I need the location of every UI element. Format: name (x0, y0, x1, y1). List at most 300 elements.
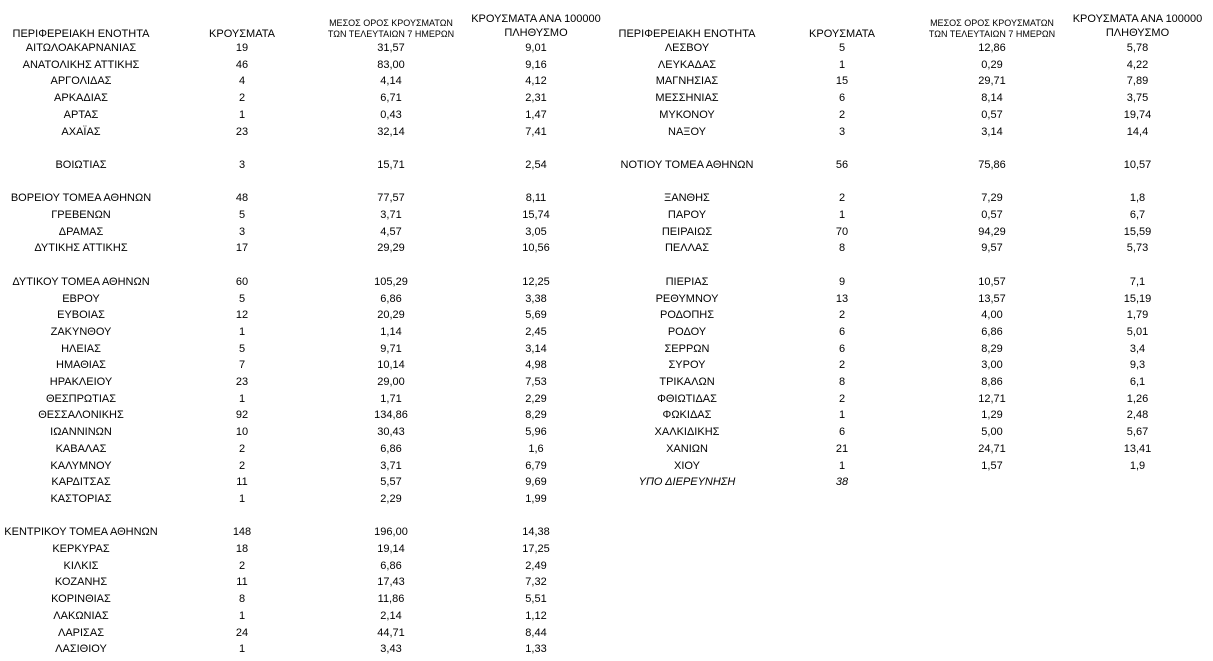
spacer-row (0, 257, 612, 274)
header-avg (322, 0, 460, 40)
cases-cell: 38 (835, 476, 849, 489)
region-cell: ΚΟΡΙΝΘΙΑΣ (51, 593, 111, 606)
avg-cell: 32,14 (377, 125, 405, 138)
per100k-cell: 6,1 (1129, 376, 1146, 389)
cases-cell: 1 (238, 325, 246, 338)
region-cell: ΚΑΡΔΙΤΣΑΣ (51, 476, 111, 489)
avg-cell: 10,57 (978, 275, 1006, 288)
avg-cell: 10,14 (377, 359, 405, 372)
header-per-line2: ΠΛΗΘΥΣΜΟ (1105, 27, 1170, 39)
cases-cell: 23 (235, 125, 249, 138)
spacer-row (612, 140, 1213, 157)
per100k-cell: 8,29 (525, 409, 547, 422)
per100k-cell: 5,69 (525, 309, 547, 322)
avg-cell: 77,57 (377, 192, 405, 205)
per100k-cell: 7,41 (525, 125, 547, 138)
avg-cell: 83,00 (377, 58, 405, 71)
per100k-cell: 4,12 (525, 75, 547, 88)
avg-cell: 3,71 (380, 459, 402, 472)
cases-cell: 3 (238, 158, 246, 171)
table-row (612, 57, 1213, 74)
table-row (0, 224, 612, 241)
region-cell: ΚΕΡΚΥΡΑΣ (52, 543, 110, 556)
table-row (612, 424, 1213, 441)
table-row (0, 240, 612, 257)
avg-cell: 5,00 (981, 426, 1003, 439)
table-row (0, 374, 612, 391)
table-row (0, 274, 612, 291)
region-cell: ΠΙΕΡΙΑΣ (665, 275, 709, 288)
region-cell: ΛΑΣΙΘΙΟΥ (55, 643, 107, 656)
spacer-cell (612, 140, 1213, 157)
per100k-cell: 6,7 (1129, 209, 1146, 221)
cases-cell: 3 (838, 125, 846, 138)
spacer-row (612, 257, 1213, 274)
per100k-cell: 6,79 (525, 459, 547, 472)
avg-cell: 3,14 (981, 125, 1003, 138)
region-cell: ΦΩΚΙΔΑΣ (662, 409, 712, 422)
table-row (0, 574, 612, 591)
per100k-cell: 8,11 (525, 192, 547, 205)
table-row (0, 491, 612, 508)
region-cell: ΡΕΘΥΜΝΟΥ (655, 292, 719, 305)
per100k-cell: 3,75 (1126, 92, 1149, 105)
region-cell: ΣΥΡΟΥ (668, 359, 706, 372)
cases-cell: 2 (238, 459, 246, 472)
per100k-cell: 5,78 (1126, 42, 1149, 54)
table-row (0, 57, 612, 74)
avg-cell: 1,29 (981, 409, 1003, 422)
region-cell: ΡΟΔΟΥ (667, 325, 707, 338)
region-cell: ΛΕΥΚΑΔΑΣ (657, 58, 717, 71)
cases-cell: 8 (838, 376, 846, 389)
cases-cell: 3 (238, 225, 246, 238)
cases-cell: 1 (838, 58, 846, 71)
per100k-cell: 14,38 (522, 526, 550, 539)
cases-cell: 5 (838, 42, 846, 54)
cases-cell: 1 (238, 492, 246, 505)
table-row (0, 608, 612, 625)
region-cell: ΔΥΤΙΚΗΣ ΑΤΤΙΚΗΣ (34, 242, 128, 255)
spacer-cell (612, 174, 1213, 191)
per100k-cell: 9,01 (525, 42, 547, 54)
per100k-cell: 5,51 (525, 593, 547, 606)
table-row (612, 73, 1213, 90)
per100k-cell: 10,56 (522, 242, 550, 255)
per100k-cell: 5,73 (1126, 242, 1149, 255)
per100k-cell: 1,47 (525, 108, 547, 121)
avg-cell: 6,71 (380, 92, 402, 105)
region-cell: ΑΡΤΑΣ (63, 108, 99, 121)
avg-cell: 3,71 (380, 209, 402, 221)
table-row (612, 124, 1213, 141)
avg-cell: 1,57 (981, 459, 1003, 472)
cases-cell: 56 (835, 158, 849, 171)
per100k-cell: 3,38 (525, 292, 547, 305)
avg-cell: 2,14 (380, 609, 402, 622)
region-cell: ΑΡΚΑΔΙΑΣ (54, 92, 108, 105)
table-row (0, 524, 612, 541)
per100k-cell: 13,41 (1123, 442, 1152, 455)
spacer-cell (0, 140, 612, 157)
per100k-cell: 9,16 (525, 58, 547, 71)
per100k-cell: 10,57 (1123, 158, 1152, 171)
table-row (612, 474, 1213, 491)
per100k-cell: 4,22 (1126, 58, 1149, 71)
header-avg (922, 0, 1062, 40)
cases-cell: 4 (238, 75, 246, 88)
cases-cell: 17 (235, 242, 249, 255)
table-row (0, 541, 612, 558)
cases-cell: 23 (235, 376, 249, 389)
cases-cell: 2 (238, 92, 246, 105)
table-row (0, 441, 612, 458)
region-cell: ΛΕΣΒΟΥ (664, 42, 710, 54)
region-cell: ΘΕΣΠΡΩΤΙΑΣ (45, 392, 117, 405)
avg-cell: 6,86 (981, 325, 1003, 338)
header-row (612, 0, 1213, 40)
table-row (0, 207, 612, 224)
table-row (612, 374, 1213, 391)
table-row (612, 240, 1213, 257)
region-cell: ΛΑΡΙΣΑΣ (57, 626, 104, 639)
table-row (0, 591, 612, 608)
per100k-cell: 8,44 (525, 626, 547, 639)
region-cell: ΧΑΛΚΙΔΙΚΗΣ (654, 426, 720, 439)
spacer-cell (0, 257, 612, 274)
cases-cell: 60 (235, 275, 249, 288)
avg-cell: 12,71 (978, 392, 1006, 405)
region-cell: ΘΕΣΣΑΛΟΝΙΚΗΣ (38, 409, 124, 422)
region-cell: ΓΡΕΒΕΝΩΝ (51, 209, 111, 221)
avg-cell: 6,86 (380, 559, 402, 572)
region-cell: ΝΑΞΟΥ (668, 125, 706, 138)
table-row (0, 90, 612, 107)
region-cell: ΔΡΑΜΑΣ (58, 225, 104, 238)
cases-cell: 7 (238, 359, 246, 372)
header-avg-line1: ΜΕΣΟΣ ΟΡΟΣ ΚΡΟΥΣΜΑΤΩΝ (930, 18, 1054, 28)
cases-cell: 6 (838, 342, 846, 355)
region-cell: ΝΟΤΙΟΥ ΤΟΜΕΑ ΑΘΗΝΩΝ (620, 158, 754, 171)
table-row (0, 73, 612, 90)
cases-cell: 92 (235, 409, 249, 422)
table-row (0, 641, 612, 658)
region-cell: ΚΟΖΑΝΗΣ (54, 576, 108, 589)
per100k-cell: 1,99 (525, 492, 547, 505)
header-per-line2: ΠΛΗΘΥΣΜΟ (504, 27, 568, 39)
avg-cell: 20,29 (377, 309, 405, 322)
table-row (612, 90, 1213, 107)
region-cell: ΚΑΛΥΜΝΟΥ (50, 459, 112, 472)
avg-cell: 44,71 (377, 626, 405, 639)
avg-cell: 0,43 (380, 108, 402, 121)
cases-cell: 1 (238, 643, 246, 656)
avg-cell: 8,14 (981, 92, 1003, 105)
per100k-cell: 2,54 (525, 158, 547, 171)
avg-cell: 3,00 (981, 359, 1003, 372)
cases-cell: 2 (838, 192, 846, 205)
table-row (0, 190, 612, 207)
cases-cell: 5 (238, 209, 246, 221)
avg-cell: 29,29 (377, 242, 405, 255)
cases-cell: 1 (838, 409, 846, 422)
region-cell: ΒΟΙΩΤΙΑΣ (55, 158, 107, 171)
per100k-cell: 9,3 (1129, 359, 1146, 372)
table-row (0, 407, 612, 424)
cases-cell: 9 (838, 275, 846, 288)
table-row (0, 40, 612, 57)
table-row (612, 341, 1213, 358)
region-cell: ΗΜΑΘΙΑΣ (56, 359, 106, 372)
table-row (612, 274, 1213, 291)
cases-cell: 2 (838, 359, 846, 372)
cases-cell: 1 (238, 108, 246, 121)
per100k-cell: 1,8 (1129, 192, 1146, 205)
table-row (612, 107, 1213, 124)
per100k-cell: 12,25 (522, 275, 550, 288)
avg-cell: 7,29 (981, 192, 1003, 205)
avg-cell: 4,14 (380, 75, 402, 88)
spacer-row (612, 174, 1213, 191)
per100k-cell: 7,53 (525, 376, 547, 389)
spacer-row (0, 140, 612, 157)
per100k-cell: 2,49 (525, 559, 547, 572)
table-row (0, 157, 612, 174)
table-row (612, 291, 1213, 308)
avg-cell: 134,86 (374, 409, 408, 422)
cases-cell: 1 (838, 209, 846, 221)
avg-cell: 8,29 (981, 342, 1003, 355)
avg-cell: 29,71 (978, 75, 1006, 88)
header-avg-line2: ΤΩΝ ΤΕΛΕΥΤΑΙΩΝ 7 ΗΜΕΡΩΝ (327, 29, 455, 39)
per100k-cell: 15,74 (522, 209, 550, 221)
avg-cell: 19,14 (377, 543, 405, 556)
header-region: ΠΕΡΙΦΕΡΕΙΑΚΗ ΕΝΟΤΗΤΑ (12, 28, 150, 40)
avg-cell: 105,29 (374, 275, 408, 288)
per100k-cell: 1,12 (525, 609, 547, 622)
table-row (0, 474, 612, 491)
avg-cell: 15,71 (377, 158, 405, 171)
avg-cell: 0,29 (981, 58, 1003, 71)
table-row (612, 407, 1213, 424)
header-cases: ΚΡΟΥΣΜΑΤΑ (809, 28, 875, 40)
cases-cell: 21 (835, 442, 849, 455)
avg-cell: 12,86 (978, 42, 1006, 54)
avg-cell: 0,57 (981, 108, 1003, 121)
per100k-cell: 2,29 (525, 392, 547, 405)
table-row (0, 357, 612, 374)
avg-cell: 2,29 (380, 492, 402, 505)
avg-cell: 6,86 (380, 292, 402, 305)
avg-cell (922, 474, 1062, 491)
avg-cell: 24,71 (978, 442, 1006, 455)
cases-cell: 6 (838, 92, 846, 105)
per100k-cell: 5,01 (1126, 325, 1149, 338)
avg-cell: 30,43 (377, 426, 405, 439)
cases-cell: 1 (238, 609, 246, 622)
cases-cell: 6 (838, 325, 846, 338)
avg-cell: 4,57 (380, 225, 402, 238)
region-cell: ΛΑΚΩΝΙΑΣ (53, 609, 109, 622)
region-cell: ΒΟΡΕΙΟΥ ΤΟΜΕΑ ΑΘΗΝΩΝ (10, 192, 152, 205)
region-cell: ΦΘΙΩΤΙΔΑΣ (657, 392, 717, 405)
table-row (612, 224, 1213, 241)
table-row (0, 107, 612, 124)
spacer-row (0, 174, 612, 191)
per100k-cell: 15,59 (1123, 225, 1152, 238)
table-row (0, 391, 612, 408)
header-per-line1: ΚΡΟΥΣΜΑΤΑ ΑΝΑ 100000 (1072, 13, 1203, 25)
spacer-cell (0, 508, 612, 525)
per100k-cell: 3,05 (525, 225, 547, 238)
table-row (612, 190, 1213, 207)
cases-cell: 11 (236, 476, 248, 489)
table-row (612, 157, 1213, 174)
region-cell: ΜΥΚΟΝΟΥ (659, 108, 715, 121)
region-cell: ΠΑΡΟΥ (667, 209, 707, 221)
avg-cell: 4,00 (981, 309, 1003, 322)
avg-cell: 17,43 (377, 576, 405, 589)
per100k-cell: 17,25 (522, 543, 550, 556)
cases-cell: 2 (838, 392, 846, 405)
per100k-cell: 1,9 (1129, 459, 1146, 472)
avg-cell: 9,57 (981, 242, 1003, 255)
region-cell: ΑΝΑΤΟΛΙΚΗΣ ΑΤΤΙΚΗΣ (22, 58, 140, 71)
table-row (0, 291, 612, 308)
cases-cell: 5 (238, 292, 246, 305)
cases-cell: 70 (835, 225, 849, 238)
region-cell: ΠΕΙΡΑΙΩΣ (661, 225, 713, 238)
table-row (612, 207, 1213, 224)
per100k-cell: 5,96 (525, 426, 547, 439)
right-cases-table (612, 0, 1213, 491)
avg-cell: 94,29 (978, 225, 1006, 238)
region-cell: ΧΑΝΙΩΝ (666, 442, 708, 455)
region-cell: ΧΙΟΥ (674, 459, 700, 472)
cases-cell: 6 (838, 426, 846, 439)
avg-cell: 9,71 (380, 342, 402, 355)
header-avg-line1: ΜΕΣΟΣ ΟΡΟΣ ΚΡΟΥΣΜΑΤΩΝ (329, 18, 453, 28)
table-row (0, 625, 612, 642)
avg-cell: 1,14 (380, 325, 402, 338)
region-cell: ΙΩΑΝΝΙΝΩΝ (50, 426, 112, 439)
table-row (612, 357, 1213, 374)
avg-cell: 196,00 (374, 526, 408, 539)
per100k-cell: 7,89 (1126, 75, 1149, 88)
avg-cell: 5,57 (380, 476, 402, 489)
cases-cell: 46 (235, 58, 249, 71)
cases-cell: 2 (238, 559, 246, 572)
cases-cell: 48 (235, 192, 249, 205)
table-row (0, 341, 612, 358)
table-row (0, 424, 612, 441)
spacer-cell (0, 174, 612, 191)
avg-cell: 0,57 (981, 209, 1003, 221)
per100k-cell: 1,6 (528, 442, 544, 455)
region-cell: ΑΙΤΩΛΟΑΚΑΡΝΑΝΙΑΣ (25, 42, 137, 54)
region-cell: ΗΛΕΙΑΣ (61, 342, 101, 355)
avg-cell: 75,86 (978, 158, 1006, 171)
region-cell: ΜΕΣΣΗΝΙΑΣ (655, 92, 719, 105)
header-cases: ΚΡΟΥΣΜΑΤΑ (209, 28, 275, 40)
per100k-cell (1062, 474, 1213, 491)
region-cell: ΑΡΓΟΛΙΔΑΣ (50, 75, 112, 88)
cases-cell: 12 (235, 309, 249, 322)
region-cell: ΚΑΣΤΟΡΙΑΣ (50, 492, 112, 505)
region-cell: ΕΥΒΟΙΑΣ (57, 309, 105, 322)
per100k-cell: 19,74 (1123, 108, 1152, 121)
cases-cell: 19 (235, 42, 249, 54)
cases-cell: 2 (838, 309, 846, 322)
region-cell: ΡΟΔΟΠΗΣ (659, 309, 715, 322)
per100k-cell: 1,33 (525, 643, 547, 656)
avg-cell: 1,71 (380, 392, 402, 405)
table-row (612, 391, 1213, 408)
region-cell: ΤΡΙΚΑΛΩΝ (659, 376, 715, 389)
per100k-cell: 4,98 (525, 359, 547, 372)
per100k-cell: 9,69 (525, 476, 547, 489)
table-row (0, 558, 612, 575)
cases-cell: 15 (835, 75, 849, 88)
cases-cell: 1 (838, 459, 846, 472)
header-region: ΠΕΡΙΦΕΡΕΙΑΚΗ ΕΝΟΤΗΤΑ (618, 28, 756, 40)
header-per100k (460, 0, 612, 40)
per100k-cell: 2,45 (525, 325, 547, 338)
avg-cell: 6,86 (380, 442, 402, 455)
avg-cell: 3,43 (380, 643, 402, 656)
avg-cell: 13,57 (978, 292, 1006, 305)
cases-cell: 8 (238, 593, 246, 606)
region-cell: ΔΥΤΙΚΟΥ ΤΟΜΕΑ ΑΘΗΝΩΝ (12, 275, 150, 288)
cases-cell: 10 (235, 426, 249, 439)
header-per100k (1062, 0, 1213, 40)
avg-cell: 29,00 (377, 376, 405, 389)
region-cell: ΖΑΚΥΝΘΟΥ (50, 325, 112, 338)
per100k-cell: 1,79 (1126, 309, 1149, 322)
cases-cell: 18 (235, 543, 249, 556)
table-row (612, 307, 1213, 324)
header-per-line1: ΚΡΟΥΣΜΑΤΑ ΑΝΑ 100000 (471, 13, 601, 25)
region-cell: ΗΡΑΚΛΕΙΟΥ (49, 376, 113, 389)
avg-cell: 8,86 (981, 376, 1003, 389)
table-row (0, 307, 612, 324)
cases-cell: 148 (232, 526, 252, 539)
region-cell: ΥΠΟ ΔΙΕΡΕΥΝΗΣΗ (638, 476, 736, 489)
table-row (612, 324, 1213, 341)
table-row (0, 458, 612, 475)
per100k-cell: 14,4 (1126, 125, 1149, 138)
cases-cell: 1 (238, 392, 246, 405)
table-row (612, 458, 1213, 475)
avg-cell: 31,57 (377, 42, 405, 54)
cases-cell: 2 (838, 108, 846, 121)
per100k-cell: 7,1 (1129, 275, 1146, 288)
table-row (612, 40, 1213, 57)
region-cell: ΚΙΛΚΙΣ (63, 559, 99, 572)
header-avg-line2: ΤΩΝ ΤΕΛΕΥΤΑΙΩΝ 7 ΗΜΕΡΩΝ (928, 29, 1056, 39)
cases-cell: 11 (236, 576, 248, 589)
cases-cell: 5 (238, 342, 246, 355)
region-cell: ΣΕΡΡΩΝ (664, 342, 710, 355)
per100k-cell: 2,31 (525, 92, 547, 105)
per100k-cell: 3,14 (525, 342, 547, 355)
region-cell: ΠΕΛΛΑΣ (664, 242, 710, 255)
cases-cell: 13 (835, 292, 849, 305)
region-cell: ΞΑΝΘΗΣ (664, 192, 710, 205)
region-cell: ΚΕΝΤΡΙΚΟΥ ΤΟΜΕΑ ΑΘΗΝΩΝ (4, 526, 158, 539)
region-cell: ΚΑΒΑΛΑΣ (55, 442, 107, 455)
per100k-cell: 1,26 (1126, 392, 1149, 405)
